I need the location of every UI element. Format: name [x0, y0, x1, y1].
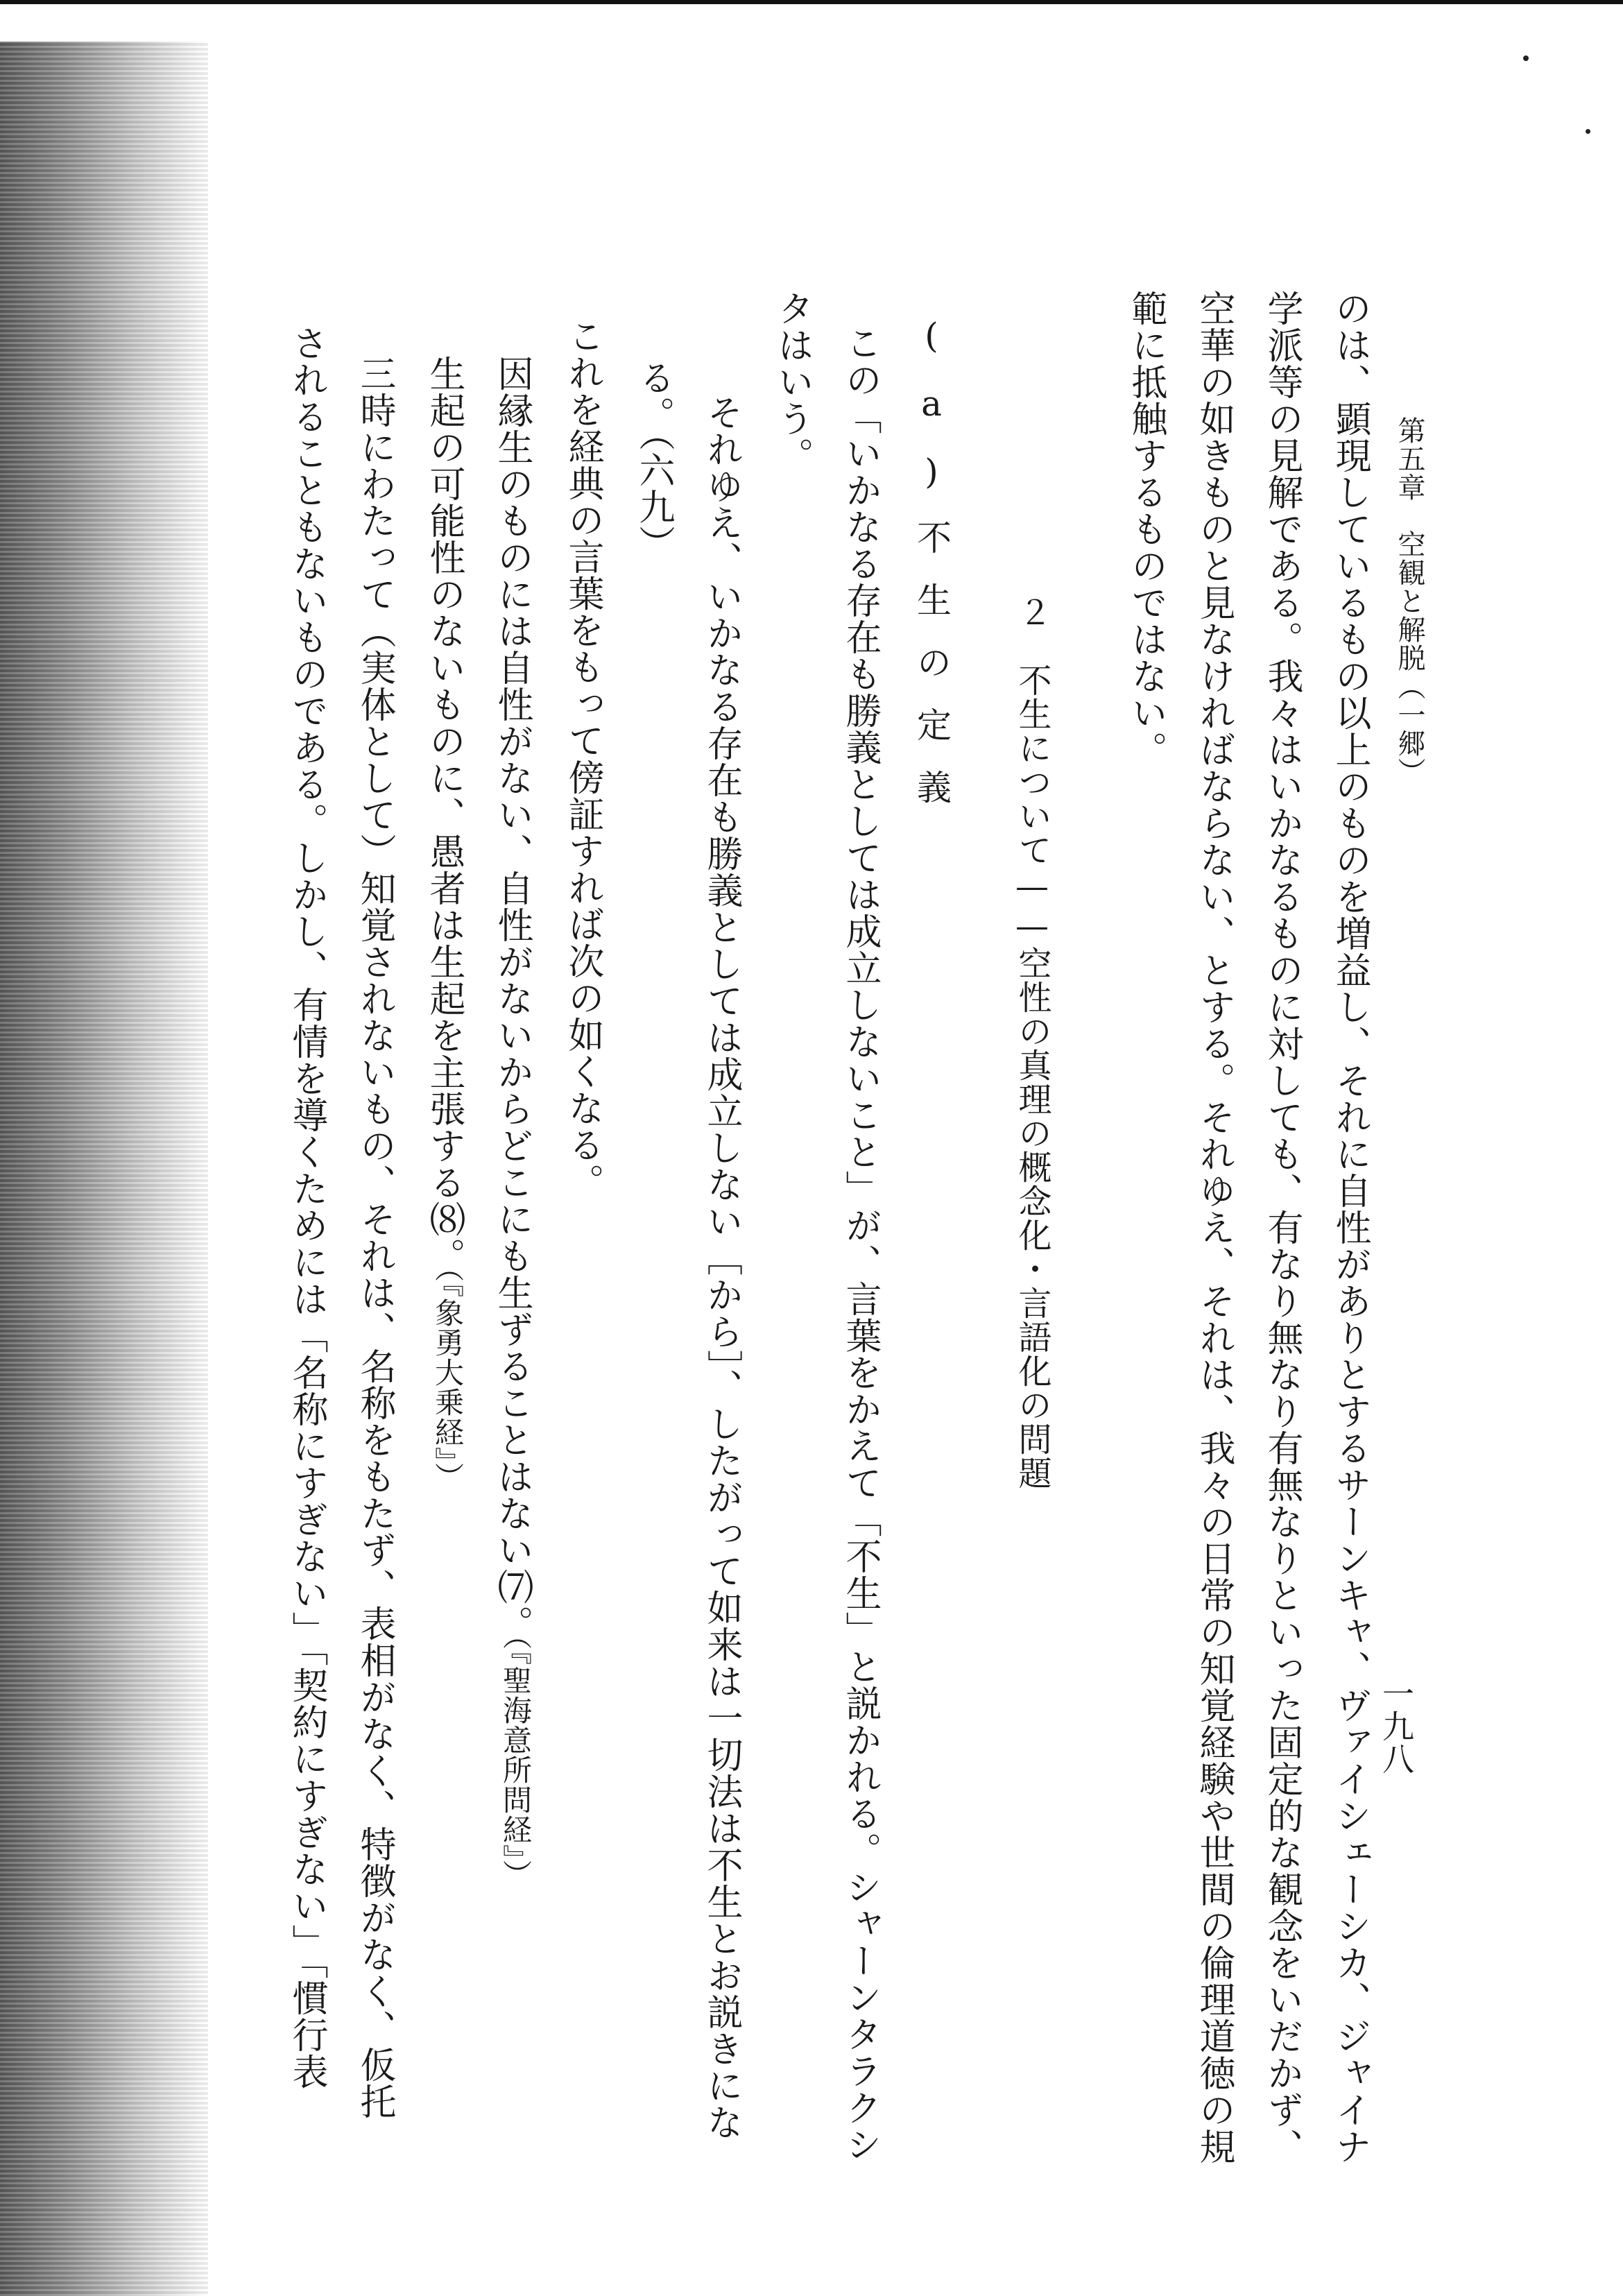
body-line: この「いかなる存在も勝義としては成立しないこと」が、言葉をかえて「不生」と説かれる。シャーンタラクシ — [839, 325, 881, 2163]
body-line: 三時にわたって（実体として）知覚されないもの、それは、名称をもたず、表相がなく、特徴がなく、仮托 — [354, 355, 395, 2120]
verse-quote-line: それゆえ、いかなる存在も勝義としては成立しない［から］、したがって如来は一切法は不生とお説きにな — [701, 394, 742, 2141]
top-border — [0, 0, 1623, 4]
body-line: 学派等の見解である。我々はいかなるものに対しても、有なり無なり有無なりといった固定的な観念をいだかず、 — [1261, 290, 1303, 2165]
scan-edge-shadow — [0, 42, 208, 2296]
dust-speck — [1523, 55, 1529, 61]
page-number: 一九八 — [1377, 1677, 1415, 1775]
sutra-quote: 生起の可能性のないものに、愚者は生起を主張する⑻。 — [423, 355, 465, 1274]
body-line: のは、顕現しているもの以上のものを増益し、それに自性がありとするサーンキャ、ヴァイシェーシカ、ジャイナ — [1329, 290, 1371, 2165]
body-line: タはいう。 — [771, 290, 813, 474]
body-line: 空華の如きものと見なければならない、とする。それゆえ、それは、我々の日常の知覚経験や世間の倫理道徳の規 — [1193, 290, 1235, 2165]
body-line: 範に抵触するものではない。 — [1125, 290, 1167, 768]
body-line: これを経典の言葉をもって傍証すれば次の如くなる。 — [562, 318, 603, 1200]
dust-speck — [1586, 129, 1590, 134]
section-heading: ２ 不生について——空性の真理の概念化・言語化の問題 — [1013, 595, 1051, 1490]
body-line: されることもないものである。しかし、有情を導くためには「名称にすぎない」「契約にすぎない」「慣行表 — [286, 325, 327, 2090]
sutra-quote: 因縁生のものには自性がない、自性がないからどこにも生ずることはない⑺。 — [491, 355, 533, 1642]
subsection-heading: (a)不生の定義 — [911, 316, 952, 832]
running-title: 第五章 空観と解脱（一郷） — [1393, 416, 1425, 786]
sutra-source: （『聖海意所問経』） — [499, 1620, 533, 1890]
verse-quote-line: る。（六九） — [633, 359, 674, 562]
sutra-source: （『象勇大乗経』） — [431, 1253, 465, 1492]
